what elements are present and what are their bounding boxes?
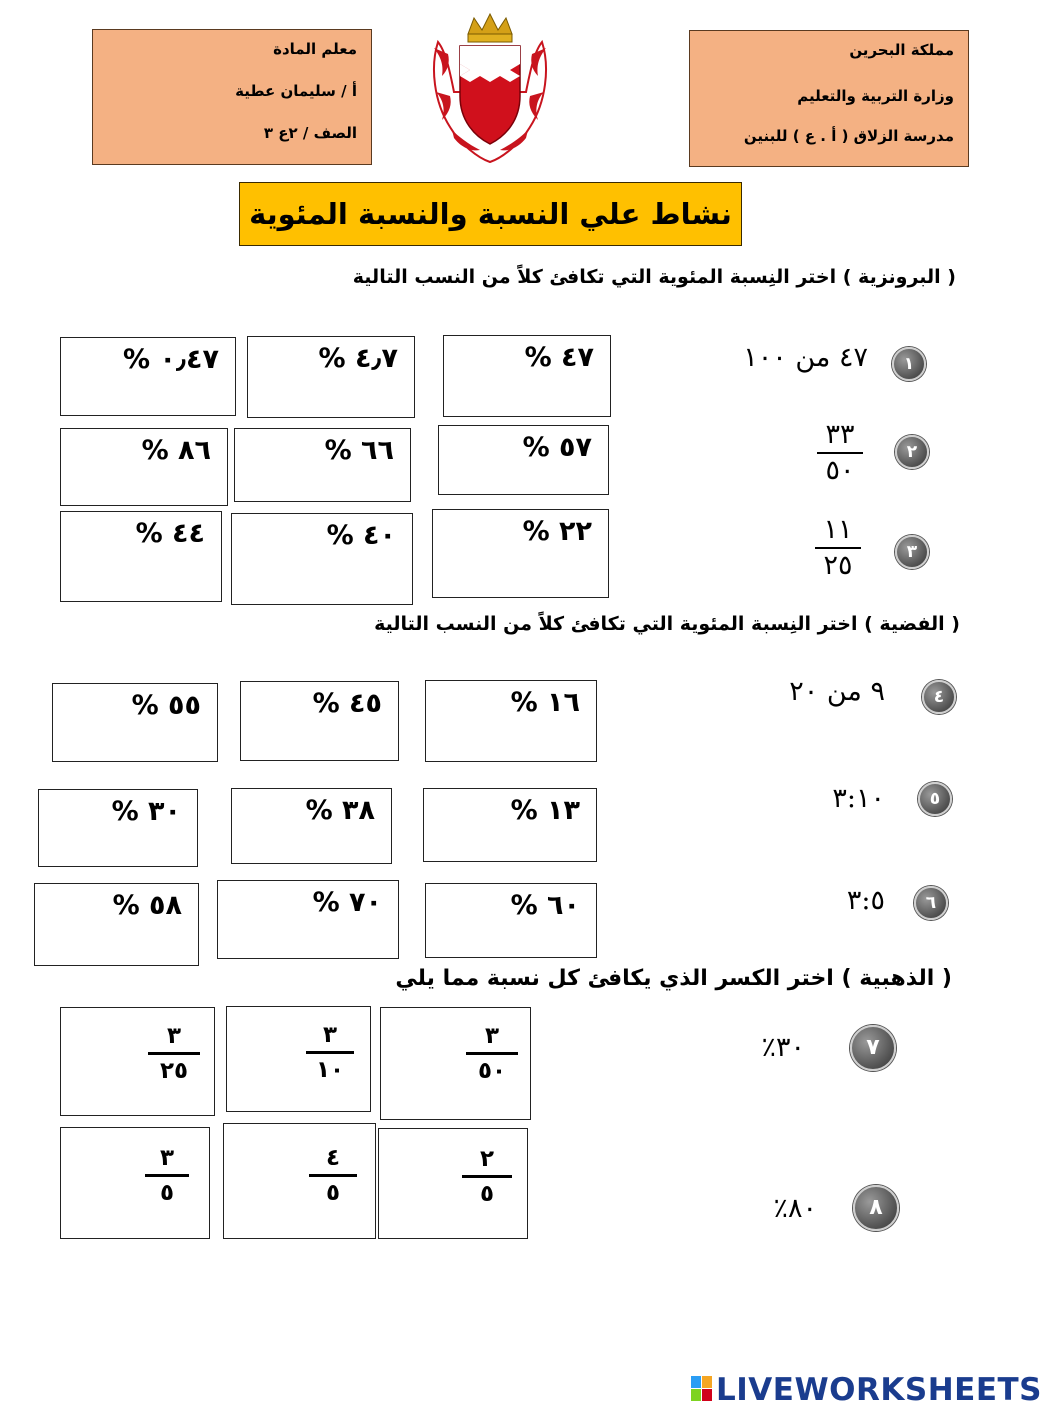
q2-option-3[interactable]: ٨٦ % xyxy=(60,428,228,506)
question-2-fraction: ٣٣ ٥٠ xyxy=(812,420,868,486)
q1-option-2[interactable]: ٤٫٧ % xyxy=(247,336,415,418)
q3-option-1[interactable]: ٢٢ % xyxy=(432,509,609,598)
q6-option-3[interactable]: ٥٨ % xyxy=(34,883,199,966)
teacher-title-label: معلم المادة xyxy=(273,40,357,58)
ministry-label: وزارة التربية والتعليم xyxy=(797,87,954,105)
silver-section-heading: ( الفضية ) اختر النِسبة المئوية التي تكافئ كلاً من النسب التالية xyxy=(374,613,960,635)
q5-option-1[interactable]: ١٣ % xyxy=(423,788,597,862)
q4-option-3[interactable]: ٥٥ % xyxy=(52,683,218,762)
q8-option-1[interactable]: ٢ ٥ xyxy=(378,1128,528,1239)
q4-option-1[interactable]: ١٦ % xyxy=(425,680,597,762)
q1-option-1[interactable]: ٤٧ % xyxy=(443,335,611,417)
watermark-text: LIVEWORKSHEETS xyxy=(716,1372,1042,1408)
question-3-fraction: ١١ ٢٥ xyxy=(810,515,866,581)
q1-option-3[interactable]: ٠٫٤٧ % xyxy=(60,337,236,416)
question-4-badge: ٤ xyxy=(922,680,956,714)
q6-option-2[interactable]: ٧٠ % xyxy=(217,880,399,959)
teacher-name-label: أ / سليمان عطية xyxy=(235,82,357,100)
q2-option-1[interactable]: ٥٧ % xyxy=(438,425,609,495)
q3-option-3[interactable]: ٤٤ % xyxy=(60,511,222,602)
q5-option-2[interactable]: ٣٨ % xyxy=(231,788,392,864)
q7-option-2[interactable]: ٣ ١٠ xyxy=(226,1006,371,1112)
question-7-badge: ٧ xyxy=(850,1025,896,1071)
question-1-badge: ١ xyxy=(892,347,926,381)
q5-option-3[interactable]: ٣٠ % xyxy=(38,789,198,867)
question-4-text: ٩ من ٢٠ xyxy=(789,676,885,707)
question-2-badge: ٢ xyxy=(895,435,929,469)
class-label: الصف / ٢ع ٣ xyxy=(263,124,357,142)
bronze-section-heading: ( البرونزية ) اختر النِسبة المئوية التي تكافئ كلاً من النسب التالية xyxy=(352,266,956,288)
question-3-badge: ٣ xyxy=(895,535,929,569)
question-5-badge: ٥ xyxy=(918,782,952,816)
q4-option-2[interactable]: ٤٥ % xyxy=(240,681,399,761)
question-5-text: ٣:١٠ xyxy=(832,783,885,814)
question-8-text: ٨٠٪ xyxy=(773,1193,817,1224)
school-info-box xyxy=(689,30,969,167)
gold-section-heading: ( الذهبية ) اختر الكسر الذي يكافئ كل نسبة مما يلي xyxy=(395,966,952,991)
q7-option-1[interactable]: ٣ ٥٠ xyxy=(380,1007,531,1120)
page-title: نشاط علي النسبة والنسبة المئوية xyxy=(239,182,742,246)
q2-option-2[interactable]: ٦٦ % xyxy=(234,428,411,502)
question-1-text: ٤٧ من ١٠٠ xyxy=(743,342,868,373)
liveworksheets-logo-icon xyxy=(691,1376,713,1402)
question-8-badge: ٨ xyxy=(853,1185,899,1231)
question-7-text: ٣٠٪ xyxy=(761,1032,805,1063)
q3-option-2[interactable]: ٤٠ % xyxy=(231,513,413,605)
bahrain-emblem-icon xyxy=(430,12,550,164)
q8-option-3[interactable]: ٣ ٥ xyxy=(60,1127,210,1239)
school-label: مدرسة الزلاق ( أ . ع ) للبنين xyxy=(743,127,954,145)
q6-option-1[interactable]: ٦٠ % xyxy=(425,883,597,958)
kingdom-label: مملكة البحرين xyxy=(849,41,954,59)
question-6-badge: ٦ xyxy=(914,886,948,920)
question-6-text: ٣:٥ xyxy=(846,885,885,916)
teacher-info-box xyxy=(92,29,372,165)
q8-option-2[interactable]: ٤ ٥ xyxy=(223,1123,376,1239)
q7-option-3[interactable]: ٣ ٢٥ xyxy=(60,1007,215,1116)
